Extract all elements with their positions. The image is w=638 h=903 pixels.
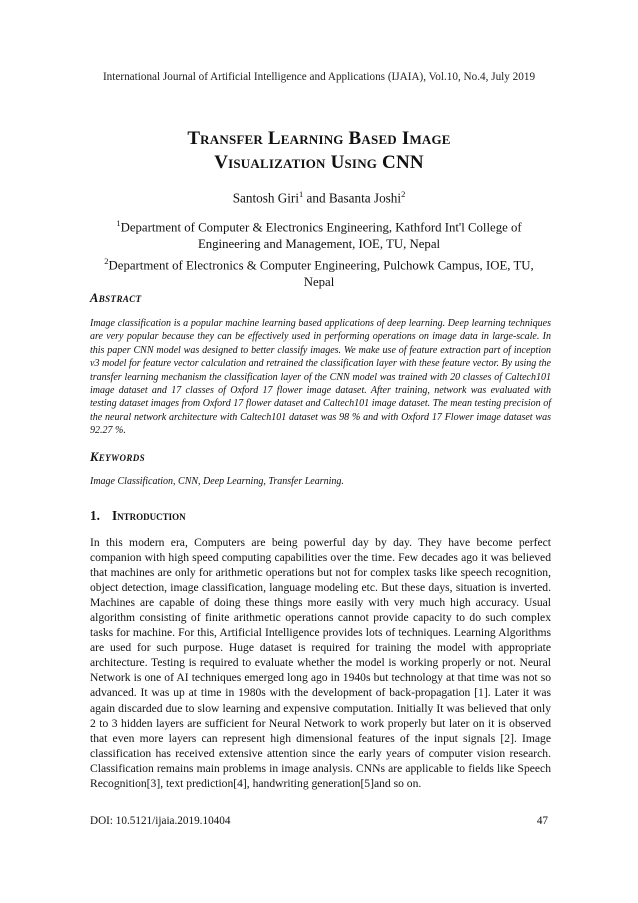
author-affiliation-mark: 1: [299, 189, 304, 199]
paper-title-line-1: Transfer Learning Based Image: [187, 128, 451, 149]
paper-title-line-2: Visualization Using CNN: [214, 152, 424, 173]
author-affiliation-mark: 2: [401, 189, 406, 199]
introduction-text: In this modern era, Computers are being powerful day by day. They have become perfect companion with high speed computing capabilities over the time. Few decades ago it was believed that machines are only for arithmetic operations but not for complex tasks like speech recognition, object detection, image classification, language modeling etc. But these days, situation is inverted. Machines are capable of doing these things more easily with very much high accuracy. Usual algorithm consisting of finite arithmetic operations cannot provide capacity to do such complex tasks for machine. For this, Artificial Intelligence provides lots of techniques. Learning Algorithms are used for such purpose. Huge dataset is required for training the model with appropriate architecture. Testing is required to evaluate whether the model is working properly or not. Neural Network is one of AI techniques emerged long ago in 1940s but technology at that time was not so advanced. It was up at time in 1980s with the development of back-propagation [1]. Later it was again discarded due to slow learning and expensive computation. Initially It was believed that only 2 to 3 hidden layers are sufficient for Neural Network to work properly but later on it is observed that even more layers can represent high dimensional features of the input signals [2]. Image classification has received extensive attention since the early years of computer vision research. Classification remains main problems in image analysis. CNNs are applicable to fields like Speech Recognition[3], text prediction[4], handwriting generation[5]and so on.: [90, 536, 551, 790]
footer-doi: DOI: 10.5121/ijaia.2019.10404: [90, 815, 231, 827]
abstract-text: Image classification is a popular machine learning based applications of deep learning. Deep learning techniques are very popular because they can be effectively used in performing operations on image data in large-scale. In this paper CNN model was designed to better classify images. We make use of feature extraction part of inception v3 model for feature vector calculation and retrained the classification layer with these feature vector. By using the transfer learning mechanism the classification layer of the CNN model was trained with 20 classes of Caltech101 image dataset and 17 classes of Oxford 17 flower image dataset. After training, network was evaluated with testing dataset images from Oxford 17 flower dataset and Caltech101 image dataset. The mean testing precision of the neural network architecture with Caltech101 dataset was 98 % and with Oxford 17 Flower image dataset was 92.27 %.: [90, 318, 551, 437]
author-name: Basanta Joshi: [328, 190, 402, 206]
section-number: 1.: [90, 508, 100, 523]
abstract-heading: Abstract: [90, 291, 142, 305]
affiliation-text: Department of Computer & Electronics Engineering, Kathford Int'l College of Engineering and Management, IOE, TU, Nepal: [120, 220, 522, 252]
keywords-heading: Keywords: [90, 450, 146, 464]
affiliation: [95, 253, 543, 291]
affiliation-mark: 1: [116, 218, 121, 228]
section-heading-introduction: [90, 508, 186, 524]
affiliation-text: Department of Electronics & Computer Engineering, Pulchowk Campus, IOE, TU, Nepal: [108, 258, 534, 289]
section-title: Introduction: [112, 508, 186, 523]
author-conjunction: and: [303, 190, 329, 206]
journal-header: International Journal of Artificial Intelligence and Applications (IJAIA), Vol.10, No.4, July 2019: [102, 71, 536, 83]
affiliation-mark: 2: [104, 255, 109, 266]
keywords-text: Image Classification, CNN, Deep Learning, Transfer Learning.: [90, 476, 344, 487]
page-number: 47: [536, 815, 548, 827]
author-list: [0, 185, 638, 207]
affiliation-list: [95, 215, 543, 291]
paper-title: [40, 127, 598, 175]
author-name: Santosh Giri: [232, 190, 299, 206]
affiliation: [95, 215, 543, 253]
